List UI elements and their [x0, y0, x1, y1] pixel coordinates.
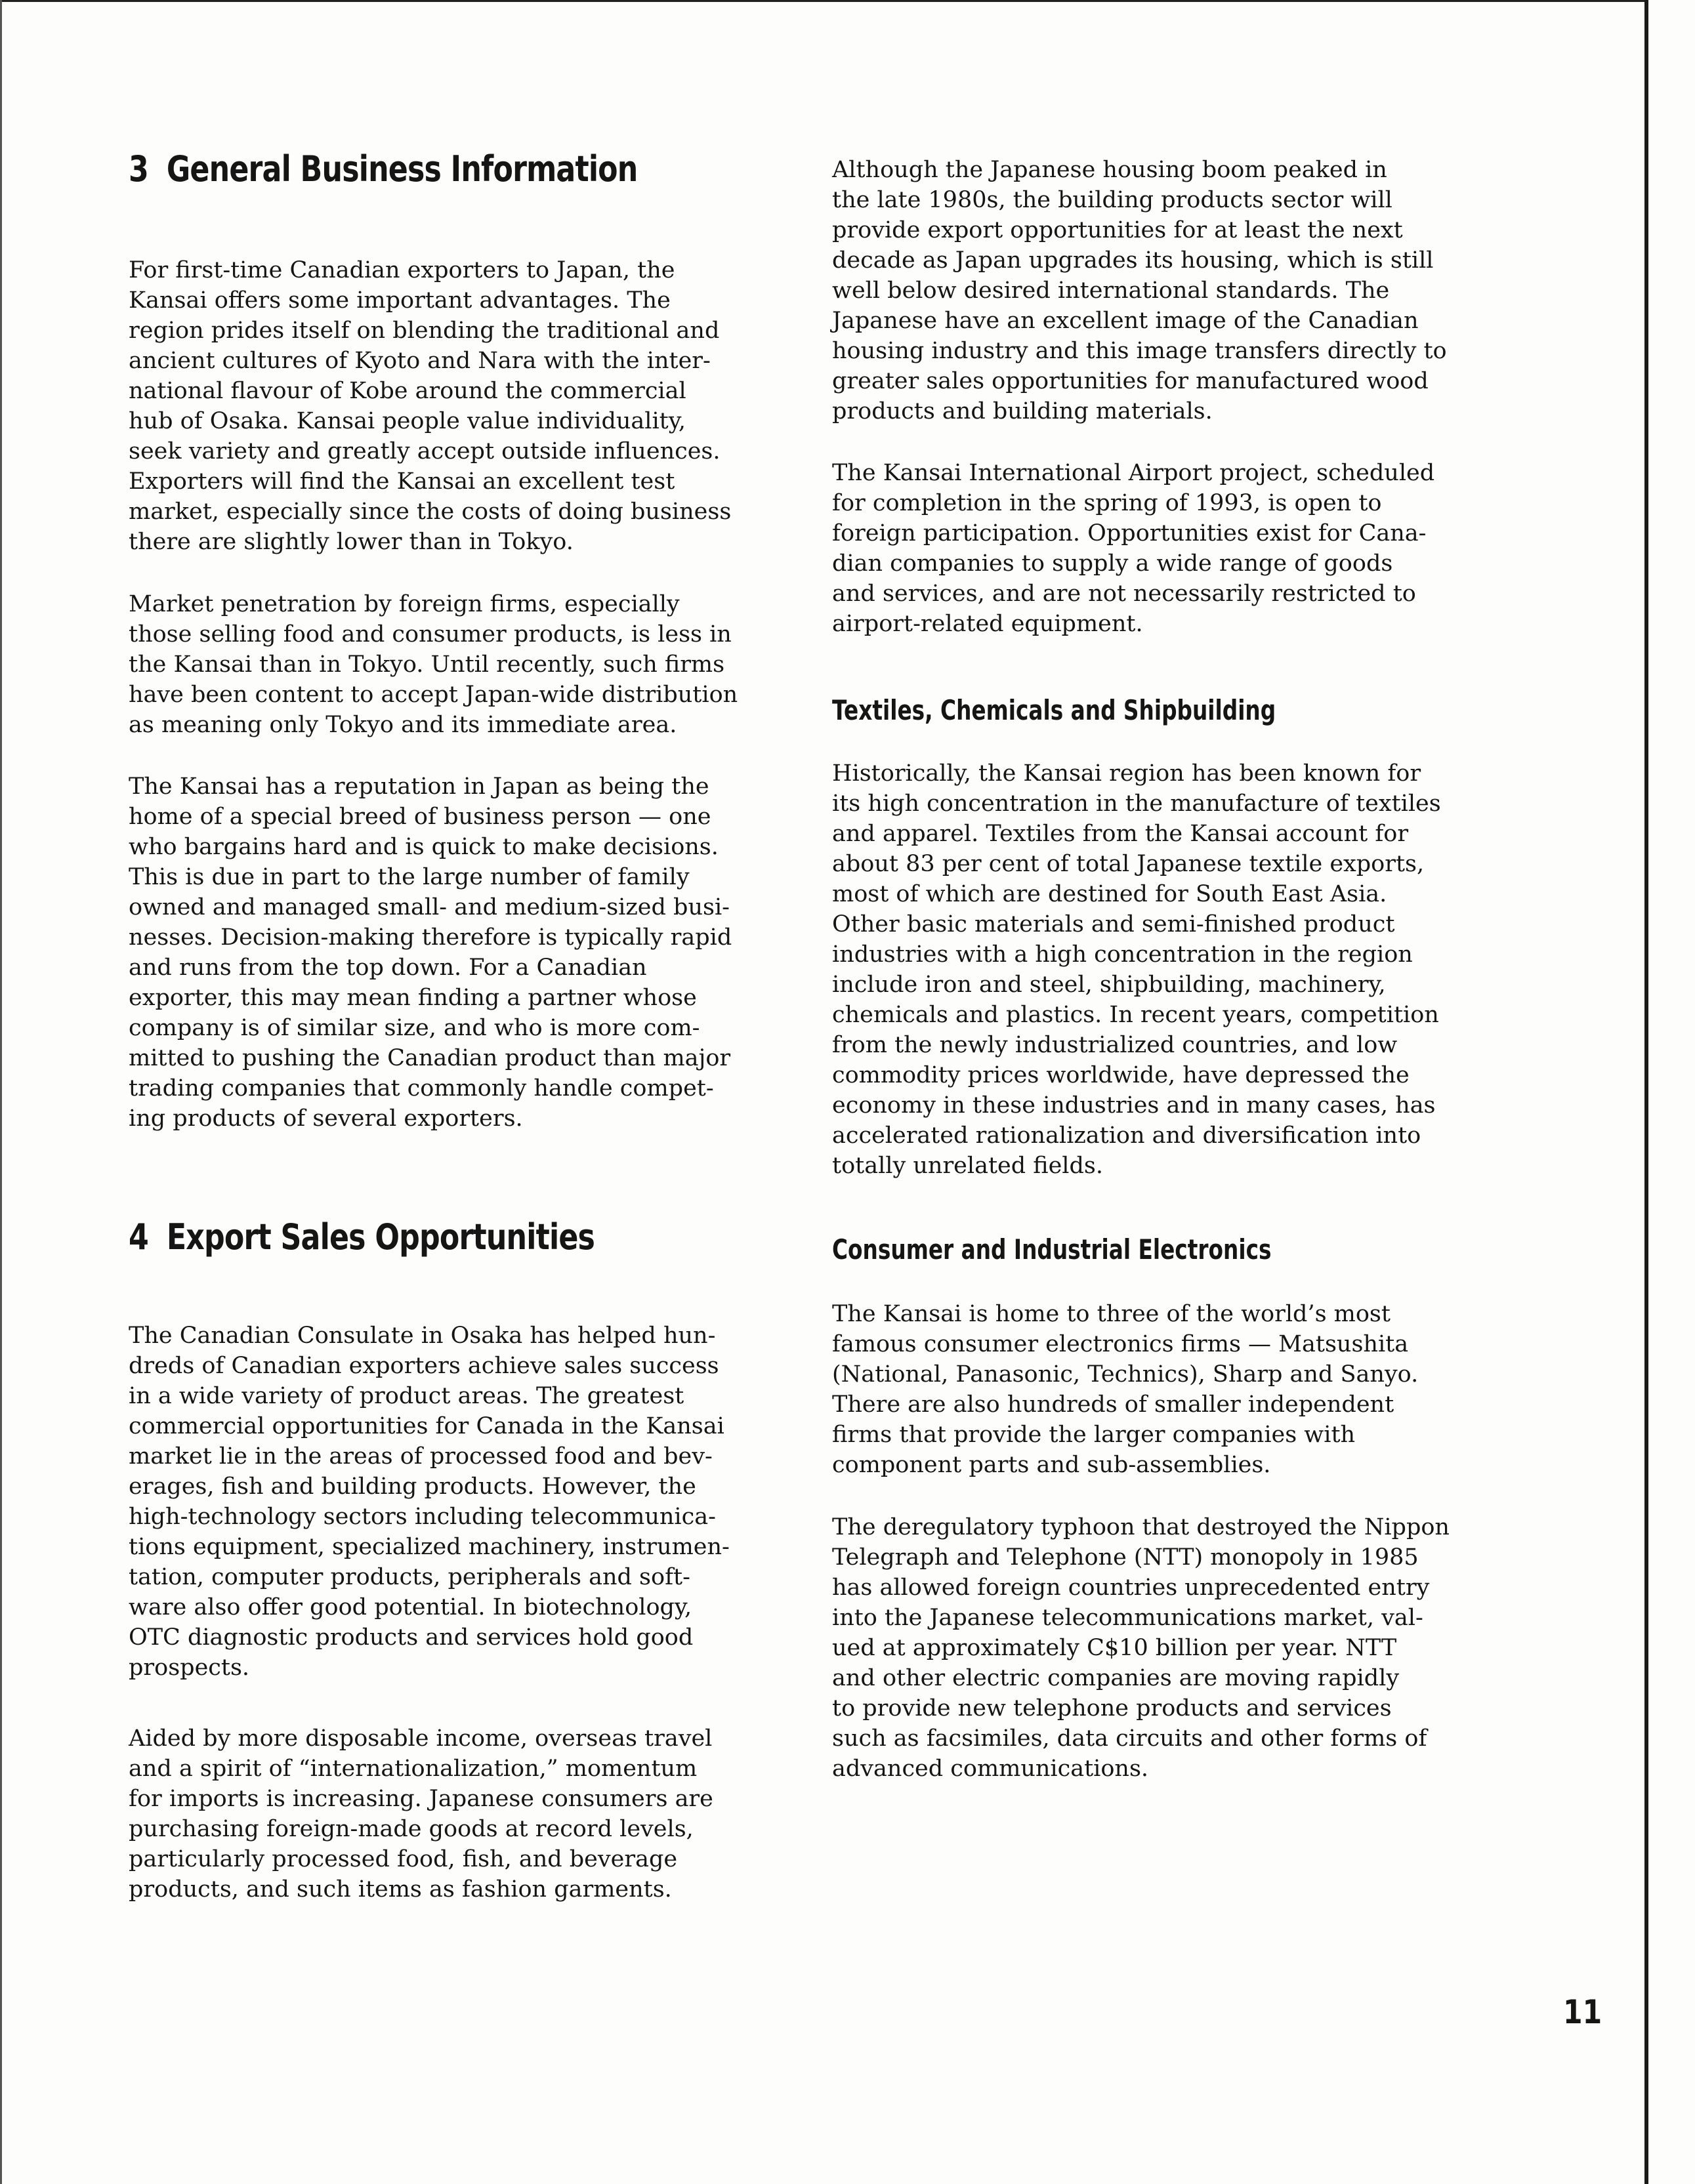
section-3-title: General Business Information [166, 148, 638, 190]
housing-paragraph: Although the Japanese housing boom peaked in the late 1980s, the building products sector will provide export opportunities for at least the next decade as Japan upgrades its housing, which is still well below desired international standards. The Japanese have an excellent image of the Canadian housing industry and this image transfers directly to greater sales opportunities for manufactured wood products and building materials. [832, 157, 1447, 424]
section-3-number: 3 [129, 148, 148, 190]
airport-paragraph: The Kansai International Airport project, scheduled for completion in the spring of 1993, is open to foreign participation. Opportunities exist for Cana- dian companies to supply a wide range of goods and services, and are not necessarily restricted to airport-related equipment. [832, 460, 1435, 637]
electronics-paragraph-1: The Kansai is home to three of the world’s most famous consumer electronics firms — Matsushita (National, Panasonic, Technics), Sharp and Sanyo. There are also hundreds of smaller independent firms that provide the larger companies with component parts and sub-assemblies. [832, 1301, 1419, 1478]
section-4-paragraph-2: Aided by more disposable income, overseas travel and a spirit of “internationalization,” momentum for imports is increasing. Japanese consumers are purchasing foreign-made goods at record levels, particularly processed food, fish, and beverage products, and such items as fashion garments. [129, 1725, 713, 1903]
scan-edge-right [1644, 0, 1648, 2184]
section-3-paragraph-2: Market penetration by foreign firms, especially those selling food and consumer products, is less in the Kansai than in Tokyo. Until recently, such firms have been content to accept Japan-wide distribution as meaning only Tokyo and its immediate area. [129, 591, 738, 738]
textiles-heading: Textiles, Chemicals and Shipbuilding [832, 694, 1276, 726]
scan-edge-top [0, 0, 1647, 2]
section-4-title: Export Sales Opportunities [166, 1216, 595, 1258]
electronics-paragraph-2: The deregulatory typhoon that destroyed the Nippon Telegraph and Telephone (NTT) monopoly in 1985 has allowed foreign countries unprecedented entry into the Japanese telecommunications market, val- ued at approximately C$10 billion per year. NTT and other electric companies are moving rapidly to provide new telephone products and services such as facsimiles, data circuits and other forms of advanced communications. [832, 1514, 1450, 1782]
section-4-paragraph-1: The Canadian Consulate in Osaka has helped hun- dreds of Canadian exporters achieve sales success in a wide variety of product areas. The greatest commercial opportunities for Canada in the Kansai market lie in the areas of processed food and bev- erages, fish and building products. However, the high-technology sectors including telecommunica- tions equipment, specialized machinery, instrumen- tation, computer products, peripherals and soft- ware also offer good potential. In biotechnology, OTC diagnostic products and services hold good prospects. [129, 1323, 730, 1681]
electronics-heading: Consumer and Industrial Electronics [832, 1233, 1272, 1266]
section-3-heading [129, 148, 637, 190]
scan-edge-left [0, 0, 2, 2184]
section-4-heading [129, 1216, 595, 1258]
page-number: 11 [1563, 1993, 1602, 2031]
textiles-paragraph: Historically, the Kansai region has been known for its high concentration in the manufacture of textiles and apparel. Textiles from the Kansai account for about 83 per cent of total Japanese textile exports, most of which are destined for South East Asia. Other basic materials and semi-finished product industries with a high concentration in the region include iron and steel, shipbuilding, machinery, chemicals and plastics. In recent years, competition from the newly industrialized countries, and low commodity prices worldwide, have depressed the economy in these industries and in many cases, has accelerated rationalization and diversification into totally unrelated fields. [832, 760, 1441, 1179]
section-4-number: 4 [129, 1216, 148, 1258]
section-3-paragraph-1: For first-time Canadian exporters to Japan, the Kansai offers some important advantages. The region prides itself on blending the traditional and ancient cultures of Kyoto and Nara with the inter- national flavour of Kobe around the commercial hub of Osaka. Kansai people value individuality, seek variety and greatly accept outside influences. Exporters will find the Kansai an excellent test market, especially since the costs of doing business there are slightly lower than in Tokyo. [129, 257, 732, 555]
section-3-paragraph-3: The Kansai has a reputation in Japan as being the home of a special breed of business person — one who bargains hard and is quick to make decisions. This is due in part to the large number of family owned and managed small- and medium-sized busi- nesses. Decision-making therefore is typically rapid and runs from the top down. For a Canadian exporter, this may mean finding a partner whose company is of similar size, and who is more com- mitted to pushing the Canadian product than major trading companies that commonly handle compet- ing products of several exporters. [129, 773, 732, 1132]
